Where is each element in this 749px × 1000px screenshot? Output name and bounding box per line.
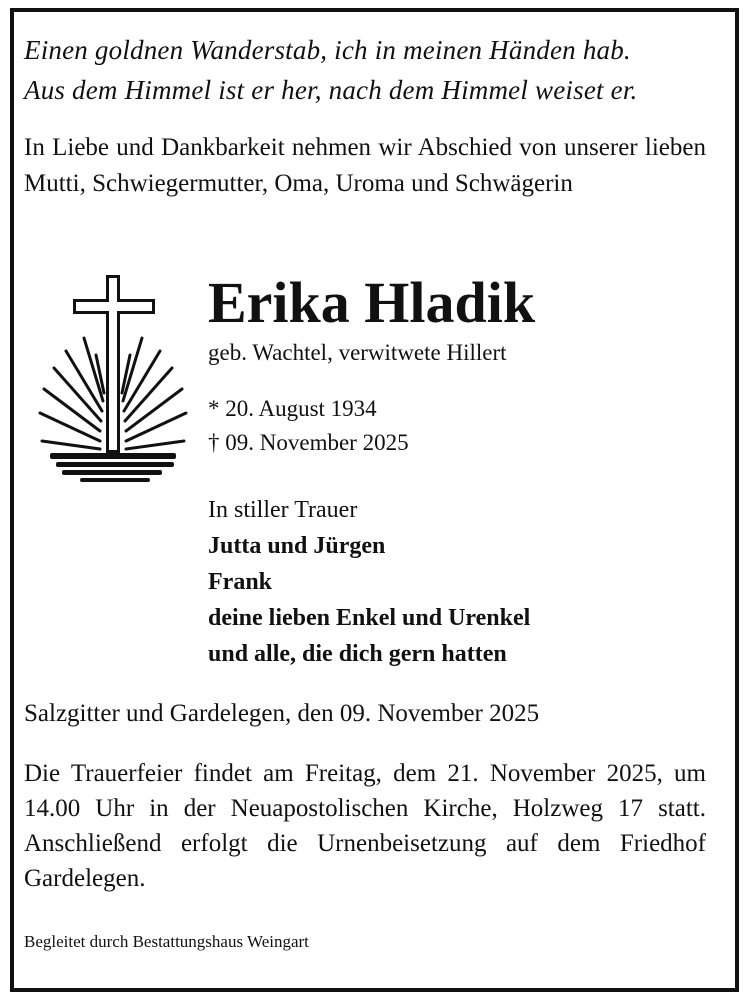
place-and-date: Salzgitter und Gardelegen, den 09. November 2025 [24,700,540,727]
mourners-heading: In stiller Trauer [208,497,358,523]
poem-line-2: Aus dem Himmel ist er her, nach dem Himmel weiset er. [24,75,638,105]
funeral-home-credit: Begleitet durch Bestattungshaus Weingart [24,932,309,951]
poem-line-1: Einen goldnen Wanderstab, ich in meinen Händen hab. [24,35,631,65]
mourner-name: deine lieben Enkel und Urenkel [208,605,531,631]
maiden-name: geb. Wachtel, verwitwete Hillert [208,340,507,365]
cross-with-sun-rays-icon [28,265,198,495]
intro-text: In Liebe und Dankbarkeit nehmen wir Abschied von unserer lieben Mutti, Schwiegermutter, Oma, Uroma und Schwägerin [24,134,706,197]
deceased-name: Erika Hladik [208,270,536,335]
service-info: Die Trauerfeier findet am Freitag, dem 21. November 2025, um 14.00 Uhr in der Neuapostolischen Kirche, Holzweg 17 statt. Anschließend erfolgt die Urnenbeisetzung auf dem Friedhof Gardelegen. [24,760,706,892]
mourner-name: Frank [208,569,273,595]
mourner-name: und alle, die dich gern hatten [208,641,507,667]
death-date: † 09. November 2025 [208,430,409,455]
mourners [208,492,530,672]
birth-date: * 20. August 1934 [208,396,377,421]
mourner-name: Jutta und Jürgen [208,533,386,559]
poem [24,30,714,110]
